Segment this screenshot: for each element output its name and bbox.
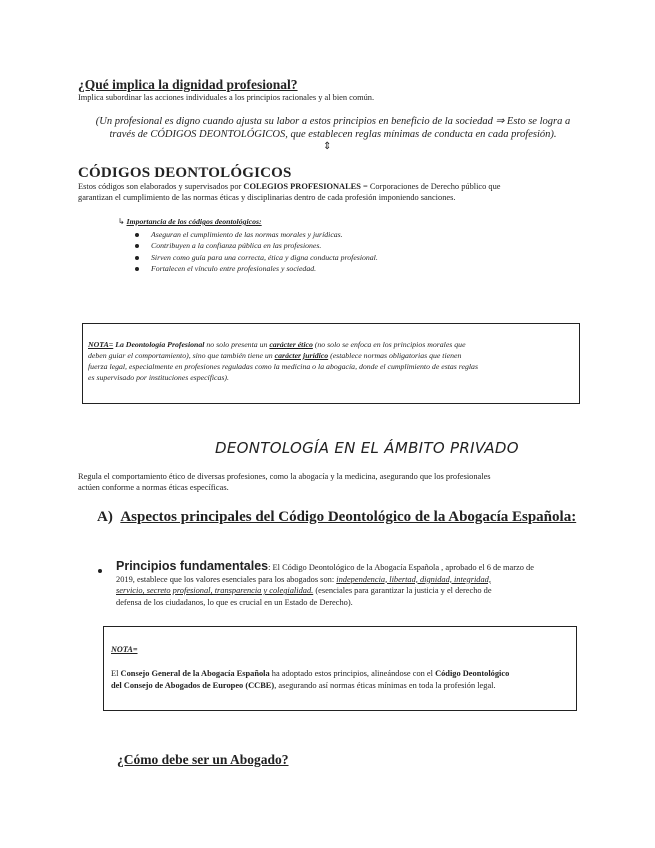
heading-dignidad: ¿Qué implica la dignidad profesional? <box>78 77 298 92</box>
note1-line1: NOTA= La Deontología Profesional no solo presenta un carácter ético (no solo se enfoca en los principios morales que <box>88 340 466 349</box>
note2-label: NOTA= <box>111 645 138 654</box>
codigos-line1: Estos códigos son elaborados y supervisados por COLEGIOS PROFESIONALES = Corporaciones de Derecho público que <box>78 182 501 191</box>
note1-line3: fuerza legal, especialmente en profesiones reguladas como la medicina o la abogacía, donde el cumplimiento de estas reglas <box>88 362 478 371</box>
quote-line1: (Un profesional es digno cuando ajusta su labor a estos principios en beneficio de la sociedad ⇒ Esto se logra a <box>95 116 571 127</box>
list-item: Aseguran el cumplimiento de las normas morales y jurídicas. <box>135 229 378 240</box>
title-ambito-privado: DEONTOLOGÍA EN EL ÁMBITO PRIVADO <box>215 439 519 457</box>
bullet-dot <box>98 569 102 573</box>
note-box-deontologia <box>82 323 580 404</box>
text-dignidad: Implica subordinar las acciones individuales a los principios racionales y al bien común. <box>78 93 375 102</box>
note1-line2: deben guiar el comportamiento), sino que también tiene un carácter jurídico (establece normas obligatorias que tienen <box>88 351 462 360</box>
list-item: Sirven como guía para una correcta, ética y digna conducta profesional. <box>135 252 378 263</box>
importance-list <box>135 229 378 275</box>
quote-line2: través de CÓDIGOS DEONTOLÓGICOS, que establecen reglas mínimas de conducta en cada profesión). <box>109 129 557 140</box>
privado-line2: actúen conforme a normas éticas específicas. <box>78 483 229 492</box>
note1-line4: es supervisado por instituciones específicas). <box>88 373 229 382</box>
list-item: Fortalecen el vínculo entre profesionales y sociedad. <box>135 263 378 274</box>
note-box-consejo <box>103 626 577 711</box>
principles-title: Principios fundamentales <box>116 559 269 573</box>
principles-block: Principios fundamentales: El Código Deontológico de la Abogacía Española , aprobado el 6 de marzo de 2019, establece que los valores esenciales para los abogados son: independencia, libertad, dignidad, integridad, servicio, secreto profesional, transparencia y colegialidad. (esenciales para garantizar la justicia y el derecho de defensa de los ciudadanos, lo que es crucial en un Estado de Derecho). <box>116 559 534 607</box>
return-arrow-icon: ↳ <box>118 217 125 226</box>
note2-line1: El Consejo General de la Abogacía Española ha adoptado estos principios, alineándose con el Código Deontológico <box>111 669 510 678</box>
subheading-aspectos: A) Aspectos principales del Código Deontológico de la Abogacía Española: <box>97 509 577 525</box>
note2-line2: del Consejo de Abogados de Europeo (CCBE), asegurando así normas éticas mínimas en toda la profesión legal. <box>111 681 496 690</box>
importance-title: ↳ Importancia de los códigos deontológicos: <box>118 217 262 226</box>
codigos-line2: garantizan el cumplimiento de las normas éticas y disciplinarias dentro de cada profesión imponiendo sanciones. <box>78 193 456 202</box>
updown-arrow-icon: ⇕ <box>323 141 332 152</box>
privado-line1: Regula el comportamiento ético de diversas profesiones, como la abogacía y la medicina, asegurando que los profesionales <box>78 472 491 481</box>
list-item: Contribuyen a la confianza pública en las profesiones. <box>135 240 378 251</box>
heading-codigos: CÓDIGOS DEONTOLÓGICOS <box>78 165 292 181</box>
heading-abogado: ¿Cómo debe ser un Abogado? <box>117 752 289 767</box>
